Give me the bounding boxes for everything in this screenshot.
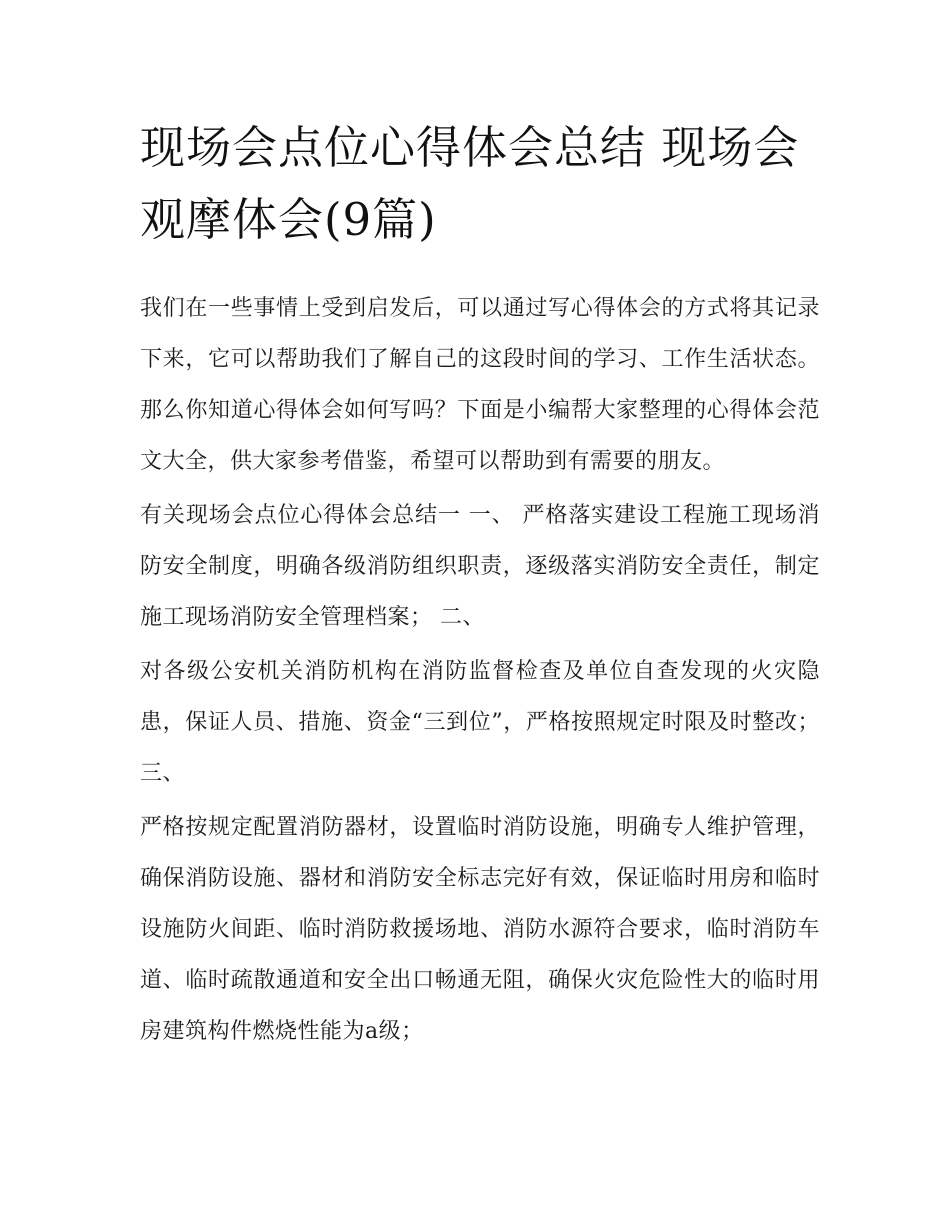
document-title: 现场会点位心得体会总结 现场会观摩体会(9篇) [140, 121, 800, 246]
document-body [140, 283, 820, 1060]
section-two-paragraph: 对各级公安机关消防机构在消防监督检查及单位自查发现的火灾隐患，保证人员、措施、资金“三到位”，严格按照规定时限及时整改； 三、 [140, 659, 820, 786]
section-three-paragraph: 严格按规定配置消防器材，设置临时消防设施，明确专人维护管理，确保消防设施、器材和消防安全标志完好有效，保证临时用房和临时设施防火间距、临时消防救援场地、消防水源符合要求，临时消防车道、临时疏散通道和安全出口畅通无阻，确保火灾危险性大的临时用房建筑构件燃烧性能为a级； [140, 815, 820, 1044]
section-one-paragraph: 有关现场会点位心得体会总结一 一、 严格落实建设工程施工现场消防安全制度，明确各级消防组织职责，逐级落实消防安全责任，制定施工现场消防安全管理档案； 二、 [140, 503, 820, 630]
intro-paragraph: 我们在一些事情上受到启发后，可以通过写心得体会的方式将其记录下来，它可以帮助我们了解自己的这段时间的学习、工作生活状态。那么你知道心得体会如何写吗？下面是小编帮大家整理的心得体会范文大全，供大家参考借鉴，希望可以帮助到有需要的朋友。 [140, 296, 820, 474]
